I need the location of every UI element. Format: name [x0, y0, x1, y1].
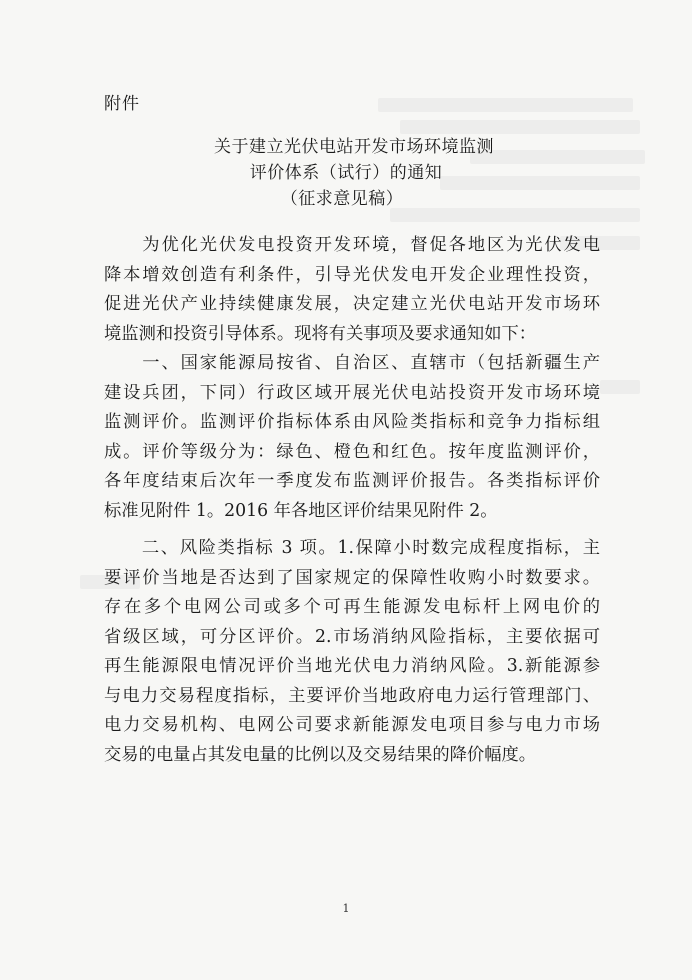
body-line: 省级区域，可分区评价。2.市场消纳风险指标，主要依据可: [104, 626, 600, 647]
body-line: 建设兵团，下同）行政区域开展光伏电站投资开发市场环境: [104, 382, 600, 403]
body-line: 成。评价等级分为：绿色、橙色和红色。按年度监测评价，: [104, 441, 600, 462]
paragraph-intro: [104, 231, 600, 349]
body-line: 电力交易机构、电网公司要求新能源发电项目参与电力市场: [104, 715, 600, 735]
paragraph-gap: [104, 526, 600, 534]
paragraph-section-2: [104, 534, 600, 770]
body-line: 为优化光伏发电投资开发环境，督促各地区为光伏发电: [104, 235, 600, 255]
body-line: 交易的电量占其发电量的比例以及交易结果的降价幅度。: [104, 744, 537, 765]
body-line: 降本增效创造有利条件，引导光伏发电开发企业理性投资，: [104, 264, 600, 285]
body-line: 再生能源限电情况评价当地光伏电力消纳风险。3.新能源参: [104, 656, 600, 676]
body-line: 存在多个电网公司或多个可再生能源发电标杆上网电价的: [104, 597, 600, 617]
body-line: 与电力交易程度指标，主要评价当地政府电力运行管理部门、: [104, 685, 600, 706]
document-title-line-2: 评价体系（试行）的通知: [249, 163, 443, 183]
paragraph-section-1: [104, 349, 600, 526]
body-line: 二、风险类指标 3 项。1.保障小时数完成程度指标，主: [104, 538, 600, 558]
body-line: 各年度结束后次年一季度发布监测评价报告。各类指标评价: [104, 471, 600, 491]
attachment-label: 附件: [104, 94, 140, 114]
body-line: 一、国家能源局按省、自治区、直辖市（包括新疆生产: [104, 353, 600, 373]
body-line: 监测评价。监测评价指标体系由风险类指标和竞争力指标组: [104, 412, 600, 432]
page-number: 1: [342, 902, 350, 915]
body-line: 标准见附件 1。2016 年各地区评价结果见附件 2。: [104, 500, 498, 521]
body-line: 促进光伏产业持续健康发展，决定建立光伏电站开发市场环: [104, 294, 600, 314]
body-line: 境监测和投资引导体系。现将有关事项及要求通知如下：: [104, 323, 537, 344]
document-title-line-1: 关于建立光伏电站开发市场环境监测: [214, 137, 494, 157]
document-subtitle: （征求意见稿）: [280, 189, 404, 209]
body-line: 要评价当地是否达到了国家规定的保障性收购小时数要求。: [104, 567, 600, 588]
document-body: [104, 231, 600, 770]
